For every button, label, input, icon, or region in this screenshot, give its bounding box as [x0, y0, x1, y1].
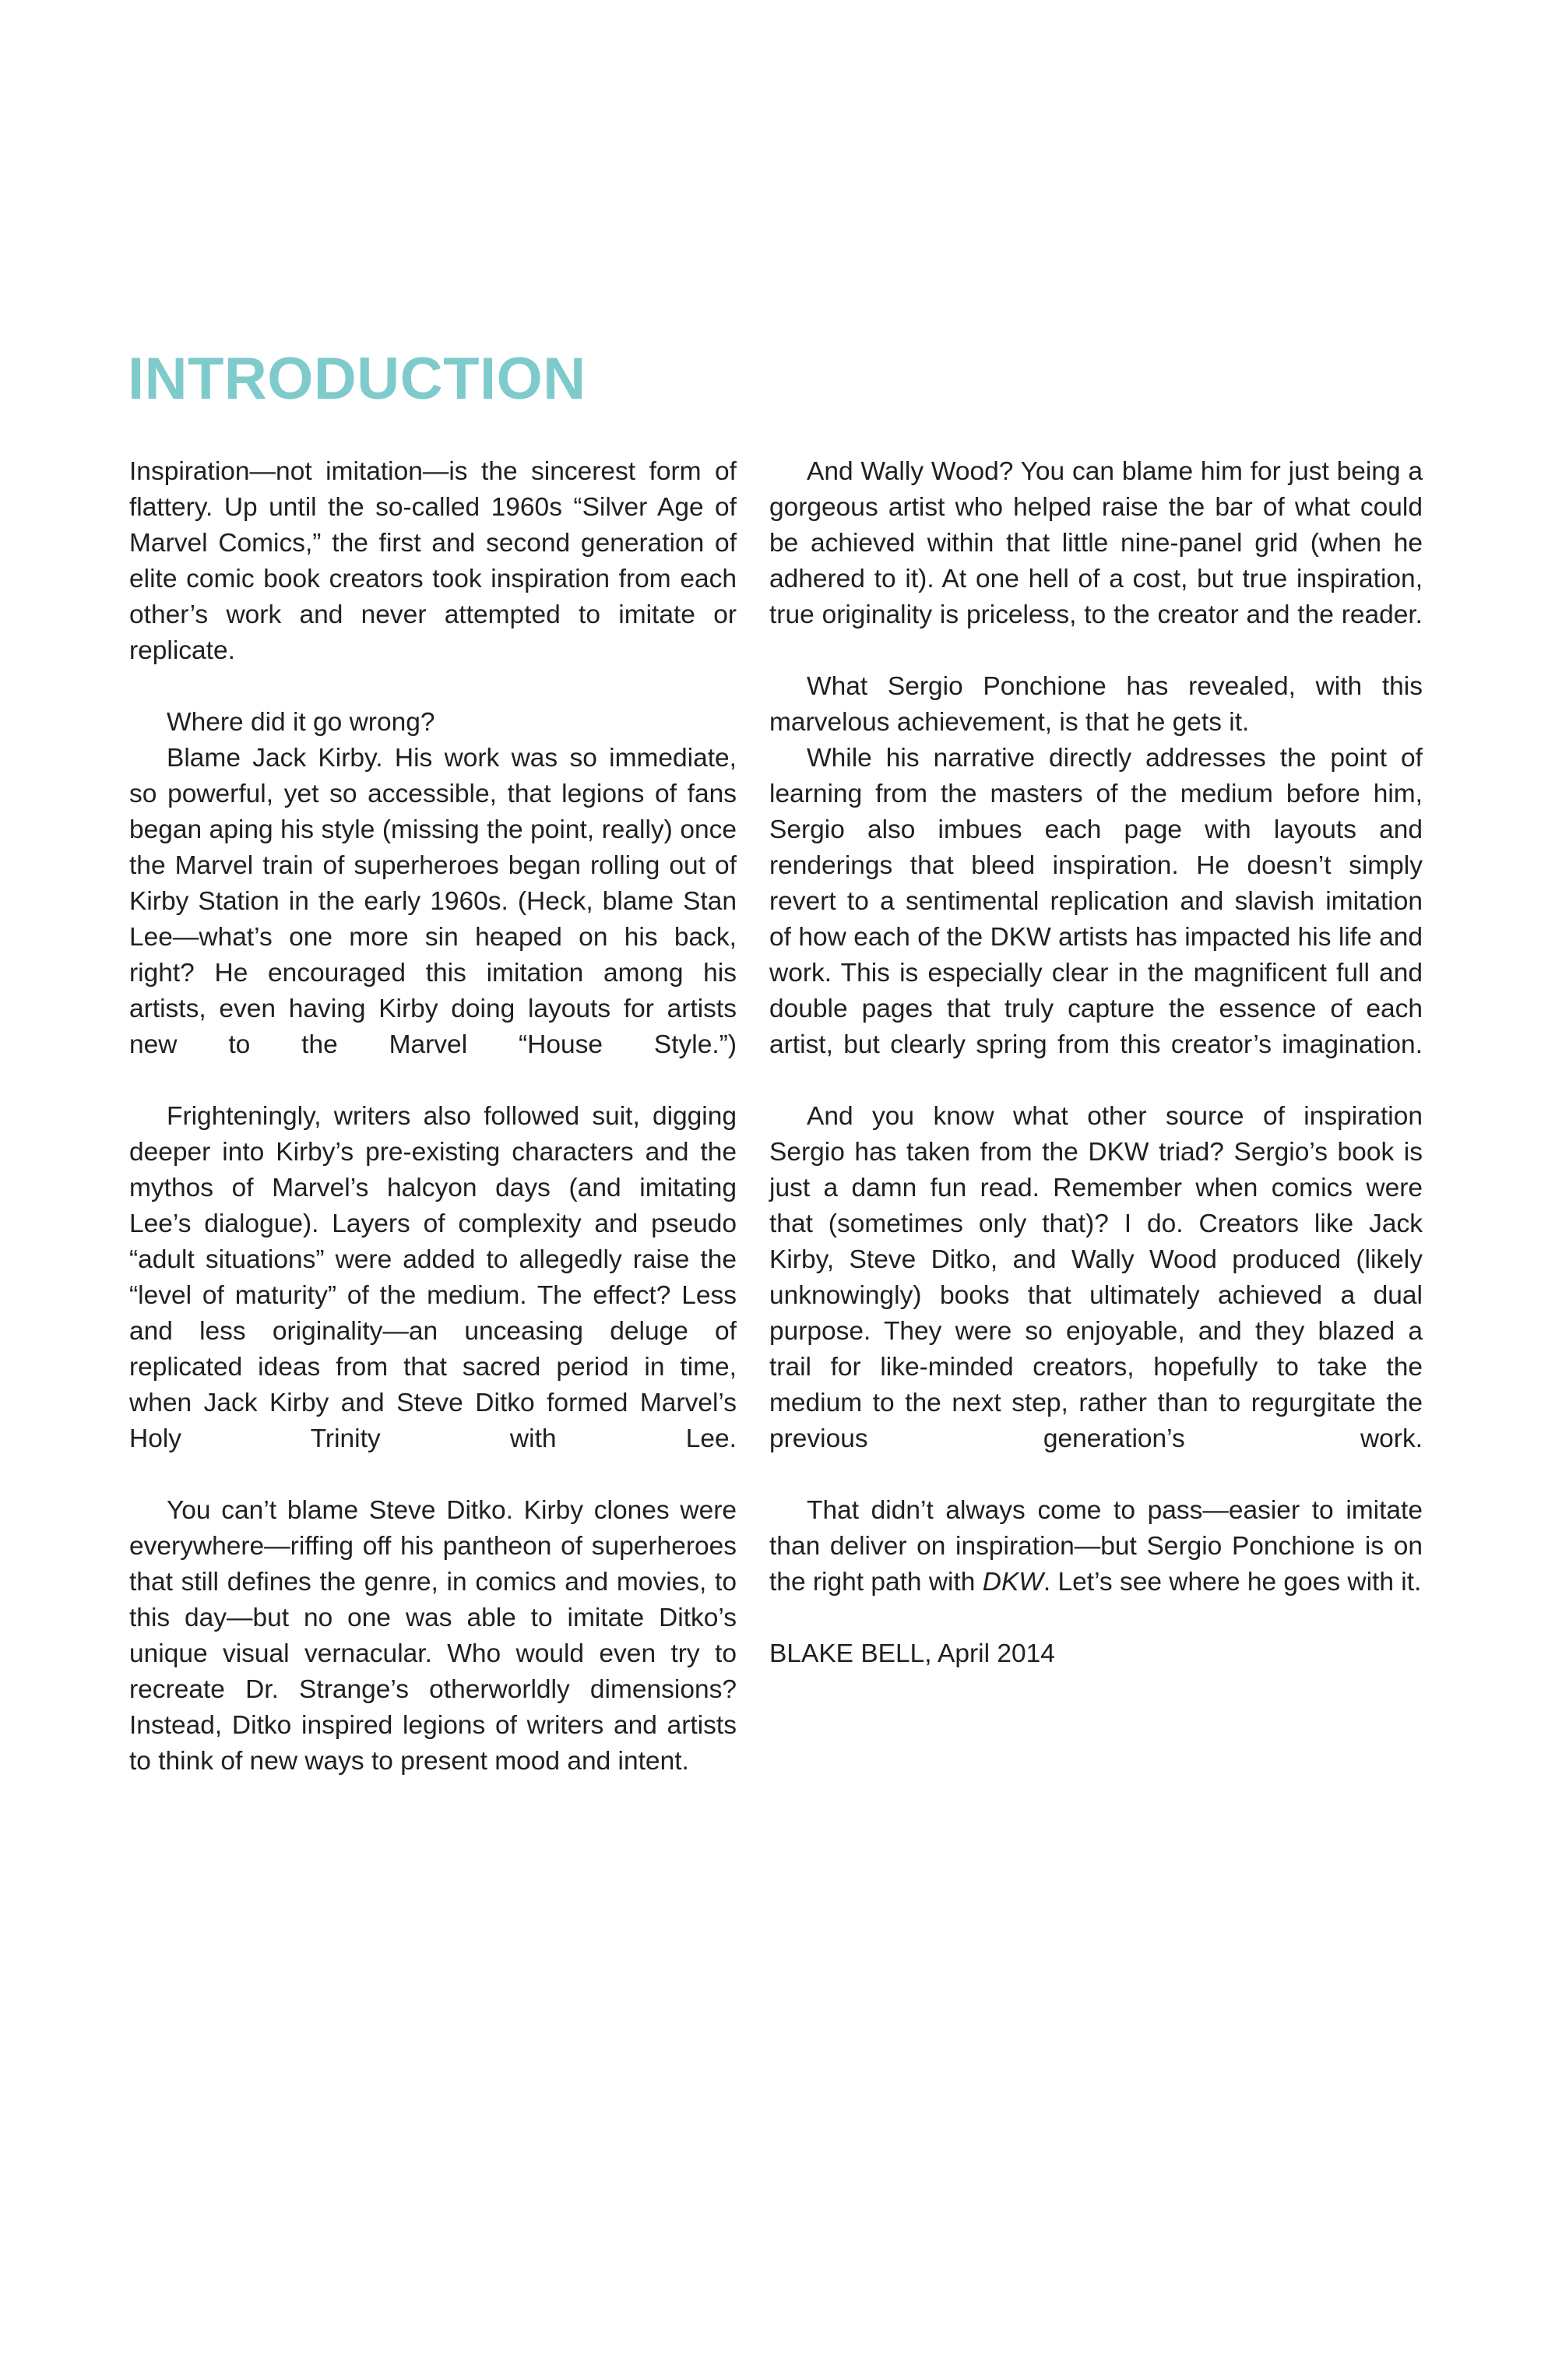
book-title-dkw: DKW	[982, 1568, 1043, 1597]
paragraph: Inspiration—not imitation—is the sincerest form of flattery. Up until the so-called 1960s “Silver Age of Marvel Comics,” the first and second generation of elite comic book creators took inspiration from each other’s work and never attempted to imitate or replicate.	[129, 457, 737, 665]
body-column-right	[769, 454, 1423, 1672]
paragraph: Blame Jack Kirby. His work was so immediate, so powerful, yet so accessible, that legions of fans began aping his style (missing the point, really) once the Marvel train of superheroes began rolling out of Kirby Station in the early 1960s. (Heck, blame Stan Lee—what’s one more sin heaped on his back, right? He encouraged this imitation among his artists, even having Kirby doing layouts for artists new to the Marvel “House Style.”)	[129, 744, 737, 1059]
page-title: INTRODUCTION	[128, 345, 586, 412]
paragraph: And you know what other source of inspiration Sergio has taken from the DKW triad? Sergio’s book is just a damn fun read. Remember when comics were that (sometimes only that)? I do. Creators like Jack Kirby, Steve Ditko, and Wally Wood produced (likely unknowingly) books that ultimately achieved a dual purpose. They were so enjoyable, and they blazed a trail for like-minded creators, hopefully to take the medium to the next step, rather than to regurgitate the previous generation’s work.	[769, 1102, 1423, 1453]
body-column-left	[129, 454, 737, 1780]
paragraph: And Wally Wood? You can blame him for just being a gorgeous artist who helped raise the bar of what could be achieved within that little nine-panel grid (when he adhered to it). At one hell of a cost, but true inspiration, true originality is priceless, to the creator and the reader.	[769, 457, 1423, 629]
author-signature: BLAKE BELL, April 2014	[769, 1639, 1055, 1668]
paragraph: Frighteningly, writers also followed suit, digging deeper into Kirby’s pre-existing characters and the mythos of Marvel’s halcyon days (and imitating Lee’s dialogue). Layers of complexity and pseudo “adult situations” were added to allegedly raise the “level of maturity” of the medium. The effect? Less and less originality—an unceasing deluge of replicated ideas from that sacred period in time, when Jack Kirby and Steve Ditko formed Marvel’s Holy Trinity with Lee.	[129, 1102, 737, 1453]
paragraph-with-italic-title	[769, 1493, 1423, 1600]
paragraph: Where did it go wrong?	[167, 708, 435, 737]
paragraph: What Sergio Ponchione has revealed, with this marvelous achievement, is that he gets it.	[769, 672, 1423, 737]
paragraph: You can’t blame Steve Ditko. Kirby clones were everywhere—riffing off his pantheon of superheroes that still defines the genre, in comics and movies, to this day—but no one was able to imitate Ditko’s unique visual vernacular. Who would even try to recreate Dr. Strange’s otherworldly dimensions? Instead, Ditko inspired legions of writers and artists to think of new ways to present mood and intent.	[129, 1496, 737, 1776]
paragraph-text-before: That didn’t always come to pass—easier to imitate than deliver on inspiration—but Sergio Ponchione is on the right path with	[769, 1496, 1423, 1597]
paragraph: While his narrative directly addresses the point of learning from the masters of the medium before him, Sergio also imbues each page with layouts and renderings that bleed inspiration. He doesn’t simply revert to a sentimental replication and slavish imitation of how each of the DKW artists has impacted his life and work. This is especially clear in the magnificent full and double pages that truly capture the essence of each artist, but clearly spring from this creator’s imagination.	[769, 744, 1423, 1059]
paragraph-text-after: . Let’s see where he goes with it.	[1043, 1568, 1422, 1597]
